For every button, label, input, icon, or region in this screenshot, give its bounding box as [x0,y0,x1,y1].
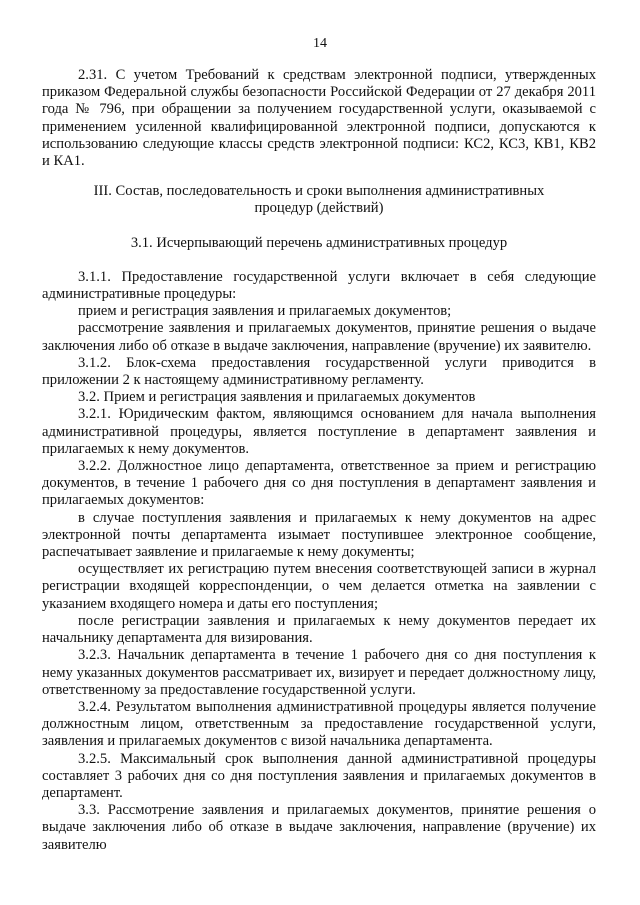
paragraph-3-2-4: 3.2.4. Результатом выполнения административной процедуры является получение должностным лицом, ответственным за предоставление государственной услуги, заявления и прилагаемых документов с визой начальника департамента. [42,698,596,750]
action-list-item: после регистрации заявления и прилагаемых к нему документов передает их начальнику департамента для визирования. [42,612,596,647]
action-list-item: осуществляет их регистрацию путем внесения соответствующей записи в журнал регистрации входящей корреспонденции, о чем делается отметка на заявлении с указанием входящего номера и даты его поступления; [42,561,596,612]
paragraph-3-1-2: 3.1.2. Блок-схема предоставления государственной услуги приводится в приложении 2 к настоящему административному регламенту. [42,354,596,389]
paragraph-3-2-3: 3.2.3. Начальник департамента в течение 1 рабочего дня со дня поступления к нему указанных документов рассматривает их, визирует и передает должностному лицу, ответственному за предоставление государственной услуги. [42,647,596,698]
page-number: 14 [313,36,327,51]
paragraph-3-2: 3.2. Прием и регистрация заявления и прилагаемых документов [78,389,476,406]
paragraph-3-2-5: 3.2.5. Максимальный срок выполнения данной административной процедуры составляет 3 рабочих дня со дня поступления заявления и прилагаемых документов в департамент. [42,750,596,801]
paragraph-3-1-1: 3.1.1. Предоставление государственной услуги включает в себя следующие административные процедуры: [42,268,596,303]
paragraph-3-2-2: 3.2.2. Должностное лицо департамента, ответственное за прием и регистрацию документов, в течение 1 рабочего дня со дня поступления в департамент заявления и прилагаемых документов: [42,458,596,509]
section-3-title-line-2: процедур (действий) [254,200,384,217]
subsection-3-1-title: 3.1. Исчерпывающий перечень административных процедур [130,234,508,251]
procedure-list-item: прием и регистрация заявления и прилагаемых документов; [78,303,452,320]
section-3-title-line-1: III. Состав, последовательность и сроки выполнения административных [93,183,545,200]
action-list-item: в случае поступления заявления и прилагаемых к нему документов на адрес электронной почты департамента изымает поступившее электронное сообщение, распечатывает заявление и прилагаемые к нему документы; [42,509,596,561]
paragraph-3-3: 3.3. Рассмотрение заявления и прилагаемых документов, принятие решения о выдаче заключения либо об отказе в выдаче заключения, направление (вручение) их заявителю [42,802,596,853]
paragraph-2-31: 2.31. С учетом Требований к средствам электронной подписи, утвержденных приказом Федеральной службы безопасности Российской Федерации от 27 декабря 2011 года № 796, при обращении за получением государственной услуги, оказываемой с применением усиленной квалифицированной электронной подписи, допускаются к использованию следующие классы средств электронной подписи: КС2, КС3, КВ1, КВ2 и КА1. [42,67,596,170]
paragraph-3-2-1: 3.2.1. Юридическим фактом, являющимся основанием для начала выполнения административной процедуры, является поступление в департамент заявления и прилагаемых к нему документов. [42,406,596,457]
procedure-list-item: рассмотрение заявления и прилагаемых документов, принятие решения о выдаче заключения либо об отказе в выдаче заключения, направление (вручение) их заявителю. [42,320,596,354]
page-body [42,67,596,854]
